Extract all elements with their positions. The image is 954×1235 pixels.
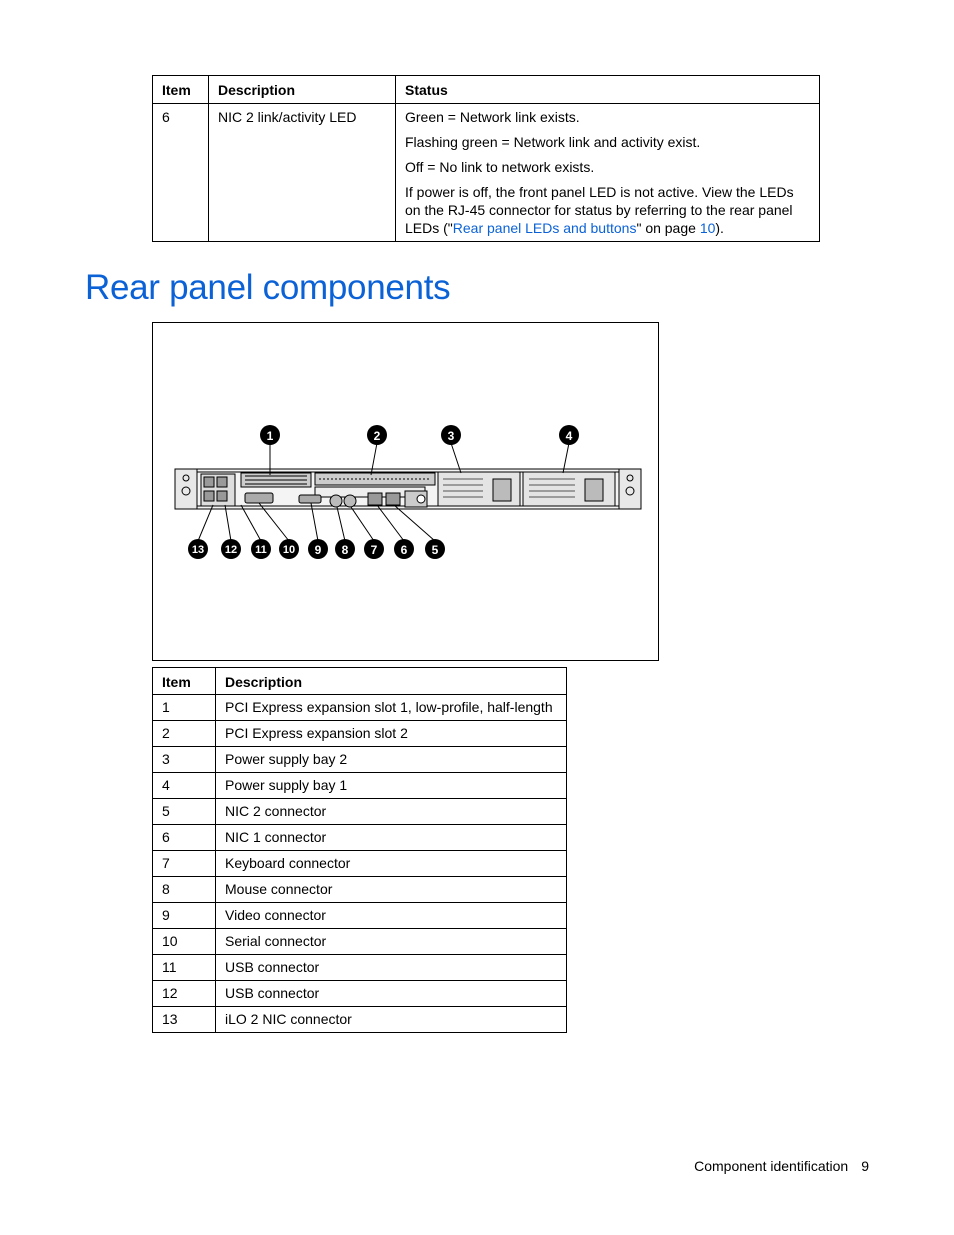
table-row (153, 747, 567, 773)
table-row (153, 955, 567, 981)
table-row (153, 825, 567, 851)
header-description: Description (209, 76, 396, 104)
svg-text:6: 6 (400, 543, 408, 557)
callout-12 (221, 539, 241, 559)
callout-6 (394, 539, 414, 559)
cell-item: 4 (153, 773, 216, 799)
svg-text:8: 8 (341, 543, 349, 557)
cell-description: PCI Express expansion slot 1, low-profile, half-length (216, 695, 567, 721)
cell-item: 9 (153, 903, 216, 929)
status-line: Flashing green = Network link and activity exist. (405, 134, 701, 150)
page-number: 9 (861, 1158, 869, 1174)
header-item: Item (153, 76, 209, 104)
cell-item: 3 (153, 747, 216, 773)
table-row (153, 773, 567, 799)
svg-text:10: 10 (282, 544, 296, 556)
cell-description: NIC 1 connector (216, 825, 567, 851)
cell-item: 1 (153, 695, 216, 721)
callout-8 (335, 539, 355, 559)
cell-description: PCI Express expansion slot 2 (216, 721, 567, 747)
cell-status (396, 104, 820, 242)
svg-text:9: 9 (314, 543, 322, 557)
svg-text:7: 7 (370, 543, 378, 557)
table-row (153, 877, 567, 903)
cell-description: NIC 2 link/activity LED (209, 104, 396, 242)
table-row (153, 903, 567, 929)
rear-panel-figure (152, 322, 659, 661)
table-row (153, 1007, 567, 1033)
svg-text:4: 4 (565, 429, 573, 443)
cell-description: iLO 2 NIC connector (216, 1007, 567, 1033)
cell-item: 12 (153, 981, 216, 1007)
page-footer (694, 1158, 869, 1174)
cell-item: 7 (153, 851, 216, 877)
callout-9 (308, 539, 328, 559)
cell-item: 2 (153, 721, 216, 747)
svg-text:12: 12 (224, 544, 238, 556)
cell-description: USB connector (216, 981, 567, 1007)
cell-item: 5 (153, 799, 216, 825)
status-note (405, 183, 810, 237)
cell-description: Power supply bay 2 (216, 747, 567, 773)
cell-item: 6 (153, 104, 209, 242)
callout-7 (364, 539, 384, 559)
svg-text:1: 1 (266, 429, 274, 443)
status-line: Off = No link to network exists. (405, 159, 595, 175)
note-text: " on page (636, 220, 700, 236)
svg-text:13: 13 (191, 544, 205, 556)
cell-item: 6 (153, 825, 216, 851)
cell-description: Keyboard connector (216, 851, 567, 877)
header-item: Item (153, 668, 216, 695)
cell-description: USB connector (216, 955, 567, 981)
note-text: If power is off, the front panel LED is not active. View the LEDs on the RJ-45 connector for status by referring to the rear panel LEDs (" (405, 184, 794, 236)
status-table (152, 75, 820, 242)
callout-1 (260, 425, 280, 445)
table-row (153, 851, 567, 877)
rear-panel-diagram (153, 323, 658, 660)
table-row (153, 929, 567, 955)
table-row (153, 981, 567, 1007)
table-row (153, 721, 567, 747)
callout-2 (367, 425, 387, 445)
table-header-row (153, 76, 820, 104)
svg-text:11: 11 (255, 544, 267, 556)
cell-description: Video connector (216, 903, 567, 929)
header-status: Status (396, 76, 820, 104)
table-row (153, 104, 820, 242)
cell-description: Mouse connector (216, 877, 567, 903)
components-body (153, 695, 567, 1033)
callout-10 (279, 539, 299, 559)
status-line: Green = Network link exists. (405, 109, 580, 125)
components-table (152, 667, 567, 1033)
footer-section: Component identification (694, 1158, 849, 1174)
svg-text:3: 3 (447, 429, 455, 443)
page-link[interactable]: 10 (699, 220, 716, 236)
cell-description: Serial connector (216, 929, 567, 955)
cell-item: 11 (153, 955, 216, 981)
table-row (153, 695, 567, 721)
server-chassis (175, 469, 641, 509)
section-heading: Rear panel components (85, 268, 451, 307)
callout-3 (441, 425, 461, 445)
header-description: Description (216, 668, 567, 695)
note-text: ). (715, 220, 724, 236)
callout-11 (251, 539, 271, 559)
svg-text:2: 2 (373, 429, 381, 443)
table-header-row (153, 668, 567, 695)
table-row (153, 799, 567, 825)
cell-description: NIC 2 connector (216, 799, 567, 825)
callout-5 (425, 539, 445, 559)
cell-item: 13 (153, 1007, 216, 1033)
callout-4 (559, 425, 579, 445)
rear-panel-leds-link[interactable]: Rear panel LEDs and buttons (452, 220, 637, 236)
svg-text:5: 5 (431, 543, 439, 557)
cell-item: 10 (153, 929, 216, 955)
cell-item: 8 (153, 877, 216, 903)
cell-description: Power supply bay 1 (216, 773, 567, 799)
callout-13 (188, 539, 208, 559)
